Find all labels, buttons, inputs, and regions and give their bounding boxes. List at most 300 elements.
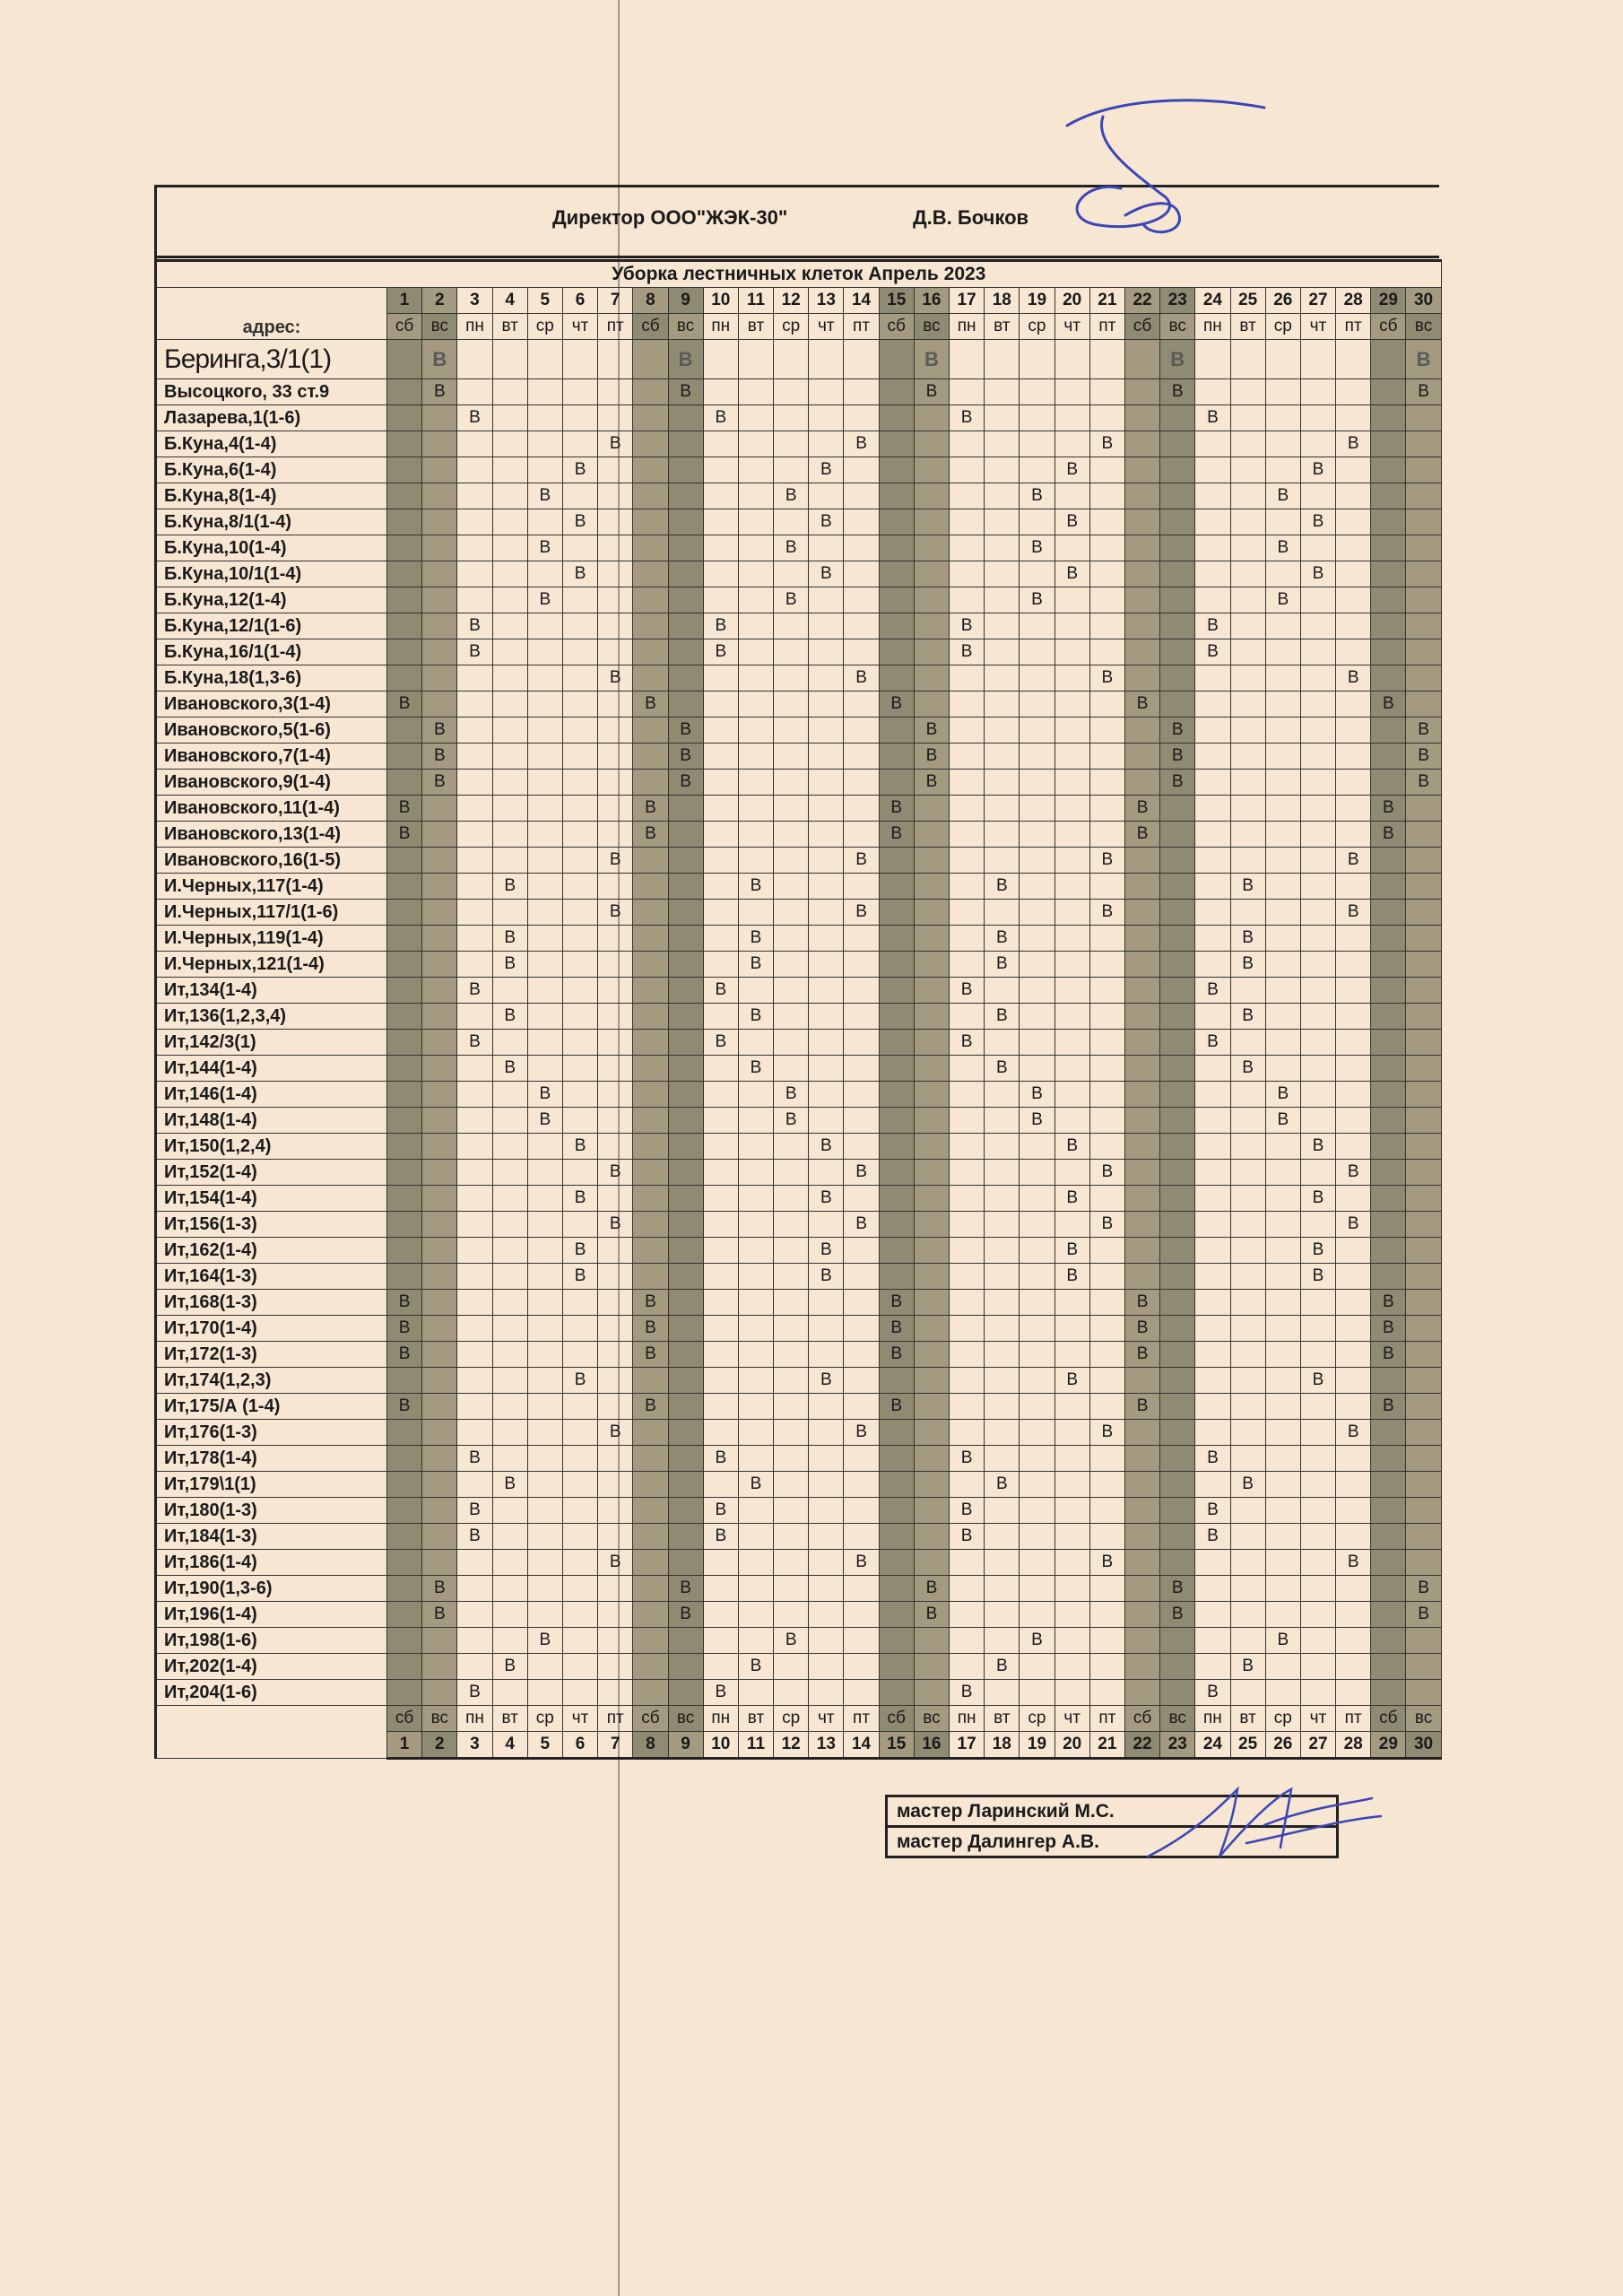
schedule-cell <box>1089 718 1124 744</box>
weekday-label: пт <box>598 314 633 340</box>
schedule-cell <box>668 1342 703 1368</box>
schedule-cell <box>844 822 879 848</box>
schedule-cell <box>1406 1134 1441 1160</box>
schedule-cell <box>1336 1342 1371 1368</box>
address-cell: И.Черных,117(1-4) <box>156 874 387 900</box>
cleaning-mark: В <box>1160 1602 1195 1628</box>
schedule-cell <box>1160 691 1195 718</box>
schedule-cell <box>1089 1342 1124 1368</box>
day-number: 5 <box>527 288 562 314</box>
schedule-cell <box>422 457 457 483</box>
cleaning-mark: В <box>633 691 668 718</box>
schedule-cell <box>985 457 1020 483</box>
schedule-cell <box>774 379 809 405</box>
schedule-cell <box>950 665 985 691</box>
schedule-cell <box>492 1212 527 1238</box>
schedule-cell <box>492 1030 527 1056</box>
schedule-cell <box>598 874 633 900</box>
cleaning-mark: В <box>527 1628 562 1654</box>
schedule-cell <box>1160 1550 1195 1576</box>
address-cell: Ит,186(1-4) <box>156 1550 387 1576</box>
schedule-cell <box>1160 1082 1195 1108</box>
schedule-cell <box>738 1368 773 1394</box>
schedule-cell <box>1406 1186 1441 1212</box>
schedule-cell <box>1020 1160 1055 1186</box>
schedule-cell <box>1336 405 1371 431</box>
schedule-cell <box>598 1238 633 1264</box>
schedule-cell <box>985 535 1020 561</box>
day-number: 17 <box>950 288 985 314</box>
schedule-cell <box>492 405 527 431</box>
schedule-cell <box>457 483 492 509</box>
cleaning-mark: В <box>1371 796 1406 822</box>
schedule-cell <box>668 691 703 718</box>
schedule-cell <box>633 1420 668 1446</box>
schedule-cell <box>668 1394 703 1420</box>
schedule-cell <box>914 1316 949 1342</box>
schedule-cell <box>914 1238 949 1264</box>
schedule-cell <box>985 1524 1020 1550</box>
schedule-cell <box>914 952 949 978</box>
schedule-cell <box>1300 405 1335 431</box>
cleaning-mark: В <box>668 379 703 405</box>
schedule-cell <box>1195 744 1230 770</box>
schedule-cell <box>703 1602 738 1628</box>
schedule-cell <box>809 1160 844 1186</box>
schedule-cell <box>1265 978 1300 1004</box>
schedule-cell <box>1089 483 1124 509</box>
schedule-cell <box>562 1680 597 1706</box>
cleaning-mark: В <box>1336 900 1371 926</box>
schedule-cell <box>809 718 844 744</box>
schedule-cell <box>562 1394 597 1420</box>
schedule-cell <box>1300 1680 1335 1706</box>
weekday-label: ср <box>1265 1706 1300 1732</box>
schedule-cell <box>1089 1238 1124 1264</box>
schedule-cell <box>1160 926 1195 952</box>
schedule-cell <box>985 1680 1020 1706</box>
schedule-cell <box>950 483 985 509</box>
table-row <box>156 1004 1442 1030</box>
cleaning-mark: В <box>914 770 949 796</box>
cleaning-mark: В <box>598 1212 633 1238</box>
day-number: 5 <box>527 1732 562 1759</box>
cleaning-mark: В <box>703 1446 738 1472</box>
cleaning-mark: В <box>774 535 809 561</box>
table-row <box>156 718 1442 744</box>
schedule-cell <box>844 1602 879 1628</box>
cleaning-mark: В <box>844 1550 879 1576</box>
day-number: 28 <box>1336 1732 1371 1759</box>
cleaning-mark: В <box>668 340 703 379</box>
schedule-cell <box>1406 1290 1441 1316</box>
schedule-cell <box>1371 587 1406 613</box>
schedule-cell <box>844 613 879 639</box>
schedule-cell <box>668 1420 703 1446</box>
weekday-label: вт <box>738 1706 773 1732</box>
schedule-cell <box>844 1056 879 1082</box>
cleaning-mark: В <box>1195 978 1230 1004</box>
schedule-cell <box>1195 1628 1230 1654</box>
schedule-cell <box>1300 1290 1335 1316</box>
schedule-cell <box>387 535 422 561</box>
schedule-cell <box>633 900 668 926</box>
table-row <box>156 1498 1442 1524</box>
schedule-cell <box>774 1316 809 1342</box>
schedule-cell <box>422 952 457 978</box>
schedule-cell <box>633 1472 668 1498</box>
schedule-cell <box>844 1316 879 1342</box>
schedule-cell <box>1195 1134 1230 1160</box>
cleaning-mark: В <box>422 1576 457 1602</box>
schedule-cell <box>914 1004 949 1030</box>
cleaning-mark: В <box>422 744 457 770</box>
schedule-cell <box>1336 718 1371 744</box>
schedule-cell <box>879 561 914 587</box>
schedule-cell <box>1406 665 1441 691</box>
schedule-cell <box>914 483 949 509</box>
director-signature <box>1040 90 1273 251</box>
day-number: 10 <box>703 1732 738 1759</box>
schedule-cell <box>774 796 809 822</box>
schedule-cell <box>1300 1108 1335 1134</box>
day-number: 18 <box>985 288 1020 314</box>
schedule-cell <box>668 900 703 926</box>
cleaning-mark: В <box>879 1290 914 1316</box>
schedule-cell <box>1055 874 1089 900</box>
schedule-cell <box>703 561 738 587</box>
schedule-cell <box>1055 1108 1089 1134</box>
weekday-label: сб <box>633 314 668 340</box>
schedule-cell <box>668 1446 703 1472</box>
schedule-cell <box>1089 1602 1124 1628</box>
schedule-cell <box>1230 561 1265 587</box>
day-number: 24 <box>1195 288 1230 314</box>
schedule-cell <box>387 718 422 744</box>
day-number: 11 <box>738 1732 773 1759</box>
schedule-cell <box>1020 1498 1055 1524</box>
schedule-cell <box>703 822 738 848</box>
schedule-cell <box>457 1576 492 1602</box>
schedule-cell <box>1336 926 1371 952</box>
table-row <box>156 796 1442 822</box>
schedule-cell <box>950 1004 985 1030</box>
schedule-cell <box>1406 431 1441 457</box>
schedule-cell <box>1300 1394 1335 1420</box>
schedule-cell <box>1230 665 1265 691</box>
schedule-cell <box>1020 1550 1055 1576</box>
schedule-cell <box>1371 978 1406 1004</box>
schedule-cell <box>457 509 492 535</box>
weekday-label: сб <box>1371 1706 1406 1732</box>
cleaning-mark: В <box>492 1472 527 1498</box>
schedule-cell <box>950 340 985 379</box>
schedule-cell <box>1406 509 1441 535</box>
schedule-cell <box>1055 340 1089 379</box>
address-cell: Ит,164(1-3) <box>156 1264 387 1290</box>
schedule-cell <box>774 1264 809 1290</box>
schedule-cell <box>1406 535 1441 561</box>
schedule-cell <box>950 1290 985 1316</box>
schedule-cell <box>1230 379 1265 405</box>
schedule-cell <box>1020 822 1055 848</box>
schedule-cell <box>598 1030 633 1056</box>
schedule-cell <box>492 509 527 535</box>
schedule-cell <box>774 1030 809 1056</box>
schedule-cell <box>1300 1082 1335 1108</box>
address-cell: Ит,204(1-6) <box>156 1680 387 1706</box>
cleaning-mark: В <box>774 1108 809 1134</box>
schedule-cell <box>1230 535 1265 561</box>
schedule-cell <box>1195 691 1230 718</box>
schedule-cell <box>809 1212 844 1238</box>
cleaning-mark: В <box>1230 1004 1265 1030</box>
weekday-label: пт <box>1336 1706 1371 1732</box>
schedule-cell <box>633 1550 668 1576</box>
cleaning-mark: В <box>1020 1082 1055 1108</box>
schedule-cell <box>774 1576 809 1602</box>
schedule-cell <box>457 952 492 978</box>
schedule-cell <box>1336 691 1371 718</box>
cleaning-mark: В <box>457 405 492 431</box>
schedule-cell <box>1336 483 1371 509</box>
schedule-cell <box>1124 848 1159 874</box>
schedule-cell <box>1124 1524 1159 1550</box>
table-row <box>156 1394 1442 1420</box>
schedule-cell <box>1020 1420 1055 1446</box>
schedule-cell <box>562 587 597 613</box>
schedule-cell <box>1020 744 1055 770</box>
masters-signature <box>1139 1771 1390 1870</box>
cleaning-mark: В <box>879 1316 914 1342</box>
cleaning-mark: В <box>809 1238 844 1264</box>
schedule-cell <box>1020 926 1055 952</box>
weekday-label: вс <box>422 1706 457 1732</box>
schedule-cell <box>809 848 844 874</box>
schedule-cell <box>1089 535 1124 561</box>
schedule-cell <box>950 718 985 744</box>
schedule-cell <box>562 822 597 848</box>
schedule-cell <box>1089 1628 1124 1654</box>
schedule-cell <box>457 1264 492 1290</box>
schedule-cell <box>809 1576 844 1602</box>
schedule-cell <box>562 405 597 431</box>
schedule-cell <box>387 1238 422 1264</box>
schedule-cell <box>1124 718 1159 744</box>
schedule-cell <box>1336 509 1371 535</box>
schedule-cell <box>1265 1004 1300 1030</box>
schedule-cell <box>914 796 949 822</box>
schedule-cell <box>527 848 562 874</box>
schedule-cell <box>1020 1316 1055 1342</box>
schedule-cell <box>844 1290 879 1316</box>
schedule-cell <box>387 1472 422 1498</box>
schedule-cell <box>562 848 597 874</box>
table-row <box>156 613 1442 639</box>
cleaning-mark: В <box>668 718 703 744</box>
schedule-cell <box>879 1004 914 1030</box>
schedule-cell <box>1406 1680 1441 1706</box>
cleaning-mark: В <box>1406 340 1441 379</box>
day-number: 7 <box>598 288 633 314</box>
cleaning-mark: В <box>1055 509 1089 535</box>
weekday-label: сб <box>879 314 914 340</box>
schedule-cell <box>985 1498 1020 1524</box>
schedule-cell <box>1195 483 1230 509</box>
schedule-cell <box>1336 1602 1371 1628</box>
cleaning-mark: В <box>738 926 773 952</box>
schedule-cell <box>1265 770 1300 796</box>
cleaning-mark: В <box>1230 926 1265 952</box>
schedule-cell <box>633 1004 668 1030</box>
schedule-cell <box>668 848 703 874</box>
schedule-cell <box>1160 587 1195 613</box>
cleaning-mark: В <box>633 1342 668 1368</box>
day-number: 6 <box>562 1732 597 1759</box>
schedule-cell <box>774 900 809 926</box>
schedule-cell <box>668 1654 703 1680</box>
schedule-cell <box>1055 405 1089 431</box>
schedule-cell <box>527 1004 562 1030</box>
schedule-cell <box>387 1602 422 1628</box>
schedule-cell <box>844 1446 879 1472</box>
schedule-cell <box>1406 1524 1441 1550</box>
schedule-cell <box>1230 1446 1265 1472</box>
schedule-cell <box>562 744 597 770</box>
schedule-cell <box>1089 1654 1124 1680</box>
cleaning-mark: В <box>457 1446 492 1472</box>
schedule-cell <box>1230 744 1265 770</box>
schedule-cell <box>914 691 949 718</box>
schedule-cell <box>774 1212 809 1238</box>
cleaning-mark: В <box>1195 1498 1230 1524</box>
table-row <box>156 1628 1442 1654</box>
day-number: 2 <box>422 1732 457 1759</box>
schedule-cell <box>738 1290 773 1316</box>
schedule-cell <box>879 952 914 978</box>
schedule-cell <box>914 1368 949 1394</box>
schedule-cell <box>844 874 879 900</box>
schedule-cell <box>422 822 457 848</box>
cleaning-mark: В <box>703 405 738 431</box>
schedule-cell <box>774 639 809 665</box>
schedule-cell <box>1265 1420 1300 1446</box>
schedule-cell <box>1406 483 1441 509</box>
schedule-cell <box>1160 1628 1195 1654</box>
schedule-cell <box>985 405 1020 431</box>
schedule-cell <box>1300 665 1335 691</box>
schedule-cell <box>1160 1186 1195 1212</box>
schedule-cell <box>1265 1472 1300 1498</box>
schedule-cell <box>527 379 562 405</box>
schedule-cell <box>1160 1368 1195 1394</box>
cleaning-mark: В <box>1089 848 1124 874</box>
schedule-cell <box>1160 952 1195 978</box>
schedule-cell <box>914 1472 949 1498</box>
schedule-cell <box>844 1628 879 1654</box>
schedule-cell <box>1055 639 1089 665</box>
address-cell: Беринга,3/1(1) <box>156 340 387 379</box>
schedule-cell <box>562 1056 597 1082</box>
schedule-cell <box>774 1238 809 1264</box>
schedule-cell <box>527 1134 562 1160</box>
schedule-cell <box>1265 1030 1300 1056</box>
schedule-cell <box>738 379 773 405</box>
schedule-cell <box>914 431 949 457</box>
schedule-cell <box>1020 1602 1055 1628</box>
schedule-cell <box>879 665 914 691</box>
schedule-cell <box>985 1212 1020 1238</box>
schedule-cell <box>457 822 492 848</box>
schedule-cell <box>492 691 527 718</box>
schedule-cell <box>985 431 1020 457</box>
schedule-cell <box>738 457 773 483</box>
schedule-cell <box>598 639 633 665</box>
schedule-cell <box>1300 926 1335 952</box>
cleaning-mark: В <box>914 1602 949 1628</box>
weekday-label: сб <box>633 1706 668 1732</box>
address-cell: Ит,202(1-4) <box>156 1654 387 1680</box>
schedule-cell <box>492 1264 527 1290</box>
schedule-cell <box>1089 1186 1124 1212</box>
schedule-cell <box>1124 379 1159 405</box>
cleaning-mark: В <box>809 561 844 587</box>
schedule-cell <box>1089 1498 1124 1524</box>
schedule-cell <box>492 1602 527 1628</box>
schedule-cell <box>950 1316 985 1342</box>
schedule-cell <box>387 431 422 457</box>
schedule-cell <box>1124 926 1159 952</box>
schedule-cell <box>668 1056 703 1082</box>
cleaning-mark: В <box>457 1524 492 1550</box>
cleaning-mark: В <box>1195 639 1230 665</box>
table-row <box>156 691 1442 718</box>
schedule-cell <box>738 718 773 744</box>
schedule-cell <box>985 744 1020 770</box>
schedule-cell <box>1230 639 1265 665</box>
schedule-cell <box>1230 340 1265 379</box>
cleaning-mark: В <box>387 1394 422 1420</box>
schedule-cell <box>844 1394 879 1420</box>
weekday-label: вс <box>914 1706 949 1732</box>
schedule-cell <box>562 431 597 457</box>
cleaning-schedule-table <box>154 259 1442 1760</box>
schedule-cell <box>1160 1524 1195 1550</box>
schedule-cell <box>1230 796 1265 822</box>
day-number: 22 <box>1124 288 1159 314</box>
day-number: 30 <box>1406 1732 1441 1759</box>
cleaning-mark: В <box>1300 1238 1335 1264</box>
cleaning-mark: В <box>1371 822 1406 848</box>
cleaning-mark: В <box>1124 691 1159 718</box>
schedule-cell <box>527 874 562 900</box>
schedule-cell <box>774 1654 809 1680</box>
table-row <box>156 379 1442 405</box>
cleaning-mark: В <box>914 744 949 770</box>
schedule-cell <box>1336 613 1371 639</box>
schedule-cell <box>387 1030 422 1056</box>
weekday-label: чт <box>1300 314 1335 340</box>
schedule-cell <box>1089 1368 1124 1394</box>
table-row <box>156 561 1442 587</box>
schedule-cell <box>738 561 773 587</box>
cleaning-mark: В <box>809 1368 844 1394</box>
cleaning-mark: В <box>633 1290 668 1316</box>
schedule-cell <box>668 431 703 457</box>
schedule-cell <box>633 1134 668 1160</box>
schedule-cell <box>1265 848 1300 874</box>
schedule-cell <box>1406 691 1441 718</box>
